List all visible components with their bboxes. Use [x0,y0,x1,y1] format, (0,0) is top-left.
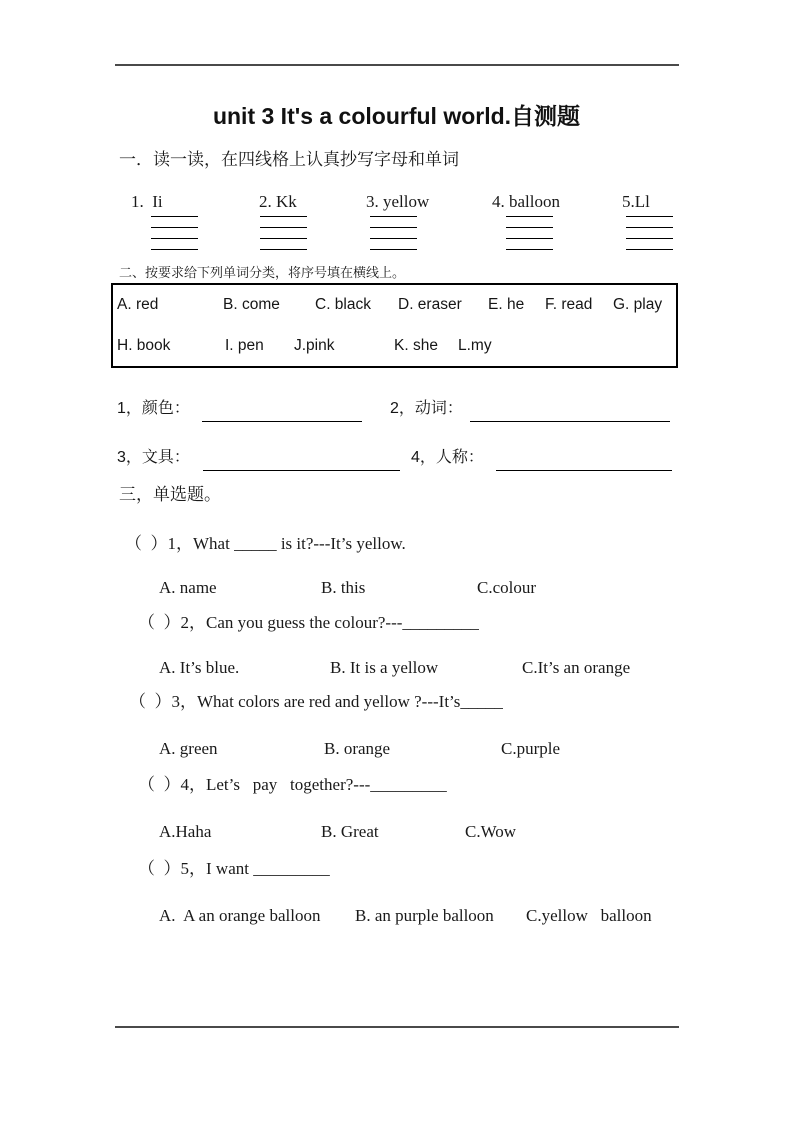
category-label-pronouns: 4，人称： [411,449,484,466]
question-1-option-c: C.colour [477,578,537,597]
answer-blank-pronouns [496,453,672,471]
word-item-d: D. eraser [398,296,462,313]
copy-item-label-5: 5.Ll [622,192,650,211]
question-4-option-a: A.Haha [159,822,212,841]
word-item-h: H. book [117,337,171,354]
question-4-option-c: C.Wow [465,822,517,841]
question-5-option-a: A. A an orange balloon [159,906,321,925]
question-5-stem: （ ）5，I want _________ [138,859,330,878]
word-item-b: B. come [223,296,280,313]
word-item-g: G. play [613,296,663,313]
question-2-option-c: C.It’s an orange [522,658,631,677]
top-rule [115,64,679,66]
copy-item-label-4: 4. balloon [492,192,560,211]
question-3-stem: （ ）3，What colors are red and yellow ?---It’s_____ [129,692,503,711]
question-1-stem: （ ）1，What _____ is it?---It’s yellow. [125,534,406,553]
question-4-stem: （ ）4，Let’s pay together?---_________ [138,775,447,794]
copy-item-label-2: 2. Kk [259,192,297,211]
word-item-i: I. pen [225,337,264,354]
question-5-option-c: C.yellow balloon [526,906,652,925]
category-label-colors: 1，颜色： [117,400,190,417]
question-3-option-a: A. green [159,739,218,758]
category-label-verbs: 2，动词： [390,400,463,417]
four-line-writing-grid-4 [506,216,553,250]
question-2-option-b: B. It is a yellow [330,658,439,677]
question-2-stem: （ ）2，Can you guess the colour?---_________ [138,613,479,632]
word-item-a: A. red [117,296,159,313]
answer-blank-stationery [203,453,400,471]
four-line-writing-grid-2 [260,216,307,250]
section1-heading: 一．读一读，在四线格上认真抄写字母和单词 [119,150,459,169]
question-1-option-b: B. this [321,578,366,597]
copy-item-label-1: 1. Ii [131,192,163,211]
page-title: unit 3 It's a colourful world.自测题 [212,103,581,129]
section3-heading: 三，单选题。 [119,485,221,504]
word-item-f: F. read [545,296,593,313]
word-bank-box [111,283,678,368]
question-5-option-b: B. an purple balloon [355,906,494,925]
four-line-writing-grid-1 [151,216,198,250]
answer-blank-colors [202,404,362,422]
section2-heading: 二、按要求给下列单词分类，将序号填在横线上。 [119,265,406,280]
question-4-option-b: B. Great [321,822,379,841]
question-3-option-c: C.purple [501,739,561,758]
question-3-option-b: B. orange [324,739,391,758]
word-item-l: L.my [458,337,492,354]
question-1-option-a: A. name [159,578,217,597]
four-line-writing-grid-5 [626,216,673,250]
copy-item-label-3: 3. yellow [366,192,430,211]
four-line-writing-grid-3 [370,216,417,250]
word-item-c: C. black [315,296,371,313]
question-2-option-a: A. It’s blue. [159,658,240,677]
bottom-rule [115,1026,679,1028]
answer-blank-verbs [470,404,670,422]
word-item-k: K. she [394,337,438,354]
word-item-e: E. he [488,296,525,313]
category-label-stationery: 3，文具： [117,449,190,466]
word-item-j: J.pink [294,337,335,354]
